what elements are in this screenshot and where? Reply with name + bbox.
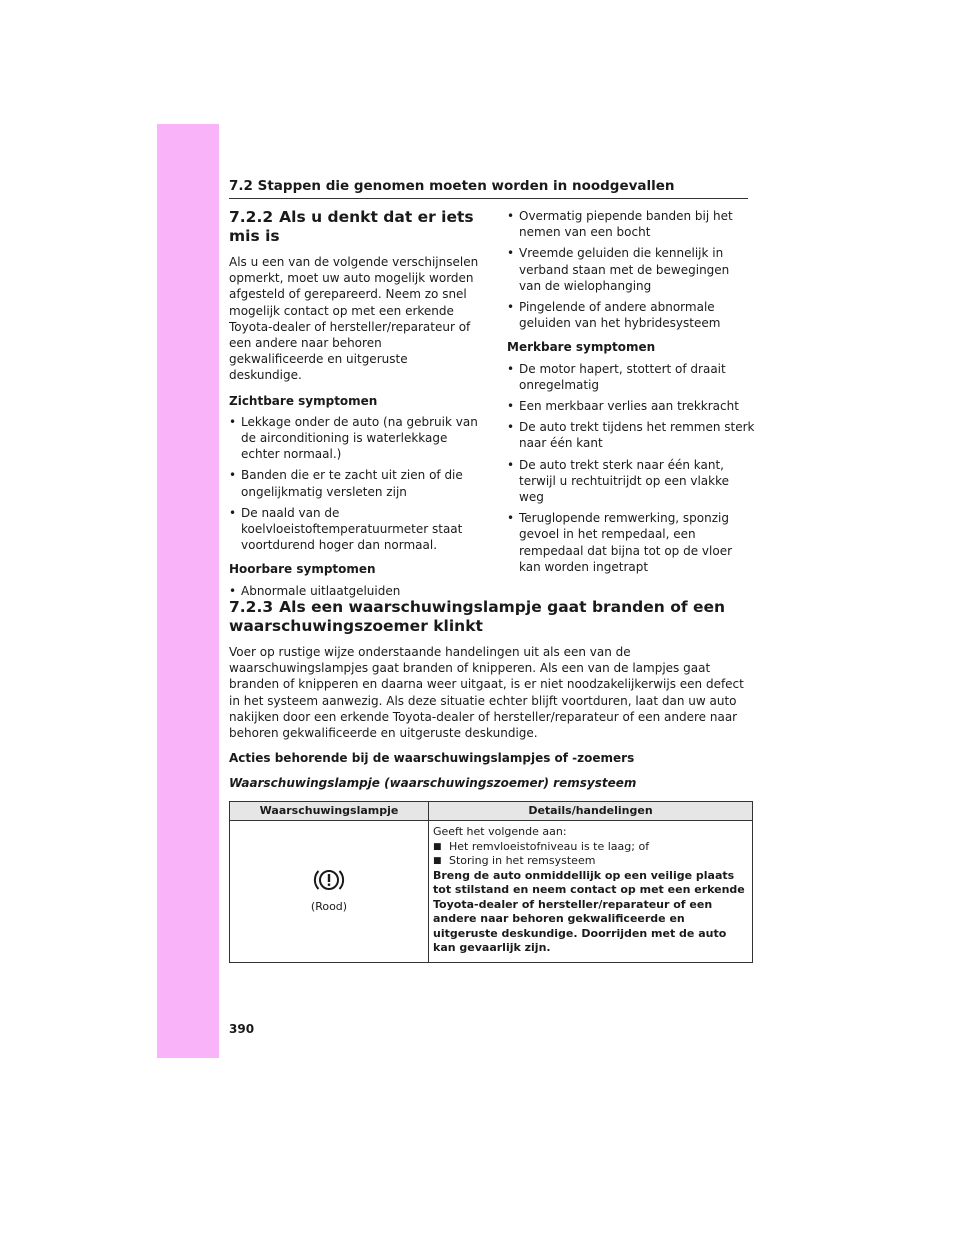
perceptible-symptoms-heading: Merkbare symptomen <box>507 340 656 355</box>
section-title <box>229 598 753 636</box>
actions-heading: Acties behorende bij de waarschuwingslampjes of -zoemers <box>229 751 635 766</box>
table-row <box>230 821 753 963</box>
perceptible-symptoms-list <box>507 361 755 575</box>
list-item: • Vreemde geluiden die kennelijk in verband staan met de bewegingen van de wielophanging <box>507 245 755 294</box>
list-item: • Teruglopende remwerking, sponzig gevoel in het rempedaal, een rempedaal dat bijna tot op de vloer kan worden ingetrapt <box>507 510 755 575</box>
table-header-row <box>230 801 753 821</box>
section-title <box>229 208 479 246</box>
details-intro: Geeft het volgende aan: <box>433 825 567 839</box>
table-header-cell: Details/handelingen <box>429 801 753 821</box>
section-title-text: Als een waarschuwingslampje gaat branden of een waarschuwingszoemer klinkt <box>229 598 726 635</box>
section-number: 7.2.2 <box>229 208 274 226</box>
table-title: Waarschuwingslampje (waarschuwingszoemer) remsysteem <box>229 776 637 791</box>
list-item: • Banden die er te zacht uit zien of die ongelijkmatig versleten zijn <box>229 467 479 499</box>
page-number: 390 <box>229 1022 255 1036</box>
section-number: 7.2.3 <box>229 598 274 616</box>
list-item: • Overmatig piepende banden bij het nemen van een bocht <box>507 208 755 240</box>
list-item: • De auto trekt sterk naar één kant, terwijl u rechtuitrijdt op een vlakke weg <box>507 457 755 506</box>
warning-section <box>229 598 753 963</box>
warning-table <box>229 801 753 963</box>
audible-symptoms-list <box>229 583 479 599</box>
list-item: • Een merkbaar verlies aan trekkracht <box>507 398 755 414</box>
visible-symptoms-heading: Zichtbare symptomen <box>229 393 378 408</box>
list-item: • Abnormale uitlaatgeluiden <box>229 583 479 599</box>
list-item: • Lekkage onder de auto (na gebruik van de airconditioning is waterlekkage echter normaal.) <box>229 414 479 463</box>
lamp-color-label: (Rood) <box>310 900 348 914</box>
section-header: 7.2 Stappen die genomen moeten worden in noodgevallen <box>229 178 748 199</box>
list-item: • De auto trekt tijdens het remmen sterk naar één kant <box>507 419 755 451</box>
list-item: ■ Storing in het remsysteem <box>433 854 748 869</box>
warning-paragraph: Voer op rustige wijze onderstaande handelingen uit als een van de waarschuwingslampjes gaat branden of knipperen. Als een van de lampjes gaat branden of knipperen en daarna weer uitgaat, is er niet noodzakelijkerwijs een defect in het systeem aanwezig. Als deze situatie echter blijft voortduren, laat dan uw auto nakijken door een erkende Toyota-dealer of hersteller/reparateur of een andere naar behoren gekwalificeerde en uitgeruste deskundige. <box>229 645 744 741</box>
details-instruction: Breng de auto onmiddellijk op een veilige plaats tot stilstand en neem contact op met een erkende Toyota-dealer of hersteller/reparateur of een andere naar behoren gekwalificeerde en uitgeruste deskundige. Doorrijden met de auto kan gevaarlijk zijn. <box>433 868 745 955</box>
details-cell <box>429 821 753 963</box>
brake-warning-icon <box>312 866 346 894</box>
right-column <box>507 208 755 583</box>
left-column <box>229 208 479 607</box>
list-item: ■ Het remvloeistofniveau is te laag; of <box>433 840 748 855</box>
audible-symptoms-heading: Hoorbare symptomen <box>229 562 376 577</box>
details-list <box>433 840 748 869</box>
lamp-cell <box>230 821 429 963</box>
page-edge-tab <box>157 124 219 1058</box>
list-item: • De motor hapert, stottert of draait onregelmatig <box>507 361 755 393</box>
intro-paragraph: Als u een van de volgende verschijnselen opmerkt, moet uw auto mogelijk worden afgesteld of gerepareerd. Neem zo snel mogelijk contact op met een erkende Toyota-dealer of hersteller/reparateur of een andere naar behoren gekwalificeerde en uitgeruste deskundige. <box>229 255 479 383</box>
table-header-cell: Waarschuwingslampje <box>230 801 429 821</box>
audible-symptoms-list-continued <box>507 208 755 331</box>
visible-symptoms-list <box>229 414 479 554</box>
list-item: • Pingelende of andere abnormale geluiden van het hybridesysteem <box>507 299 755 331</box>
section-title-text: Als u denkt dat er iets mis is <box>229 208 474 245</box>
list-item: • De naald van de koelvloeistoftemperatuurmeter staat voortdurend hoger dan normaal. <box>229 505 479 554</box>
